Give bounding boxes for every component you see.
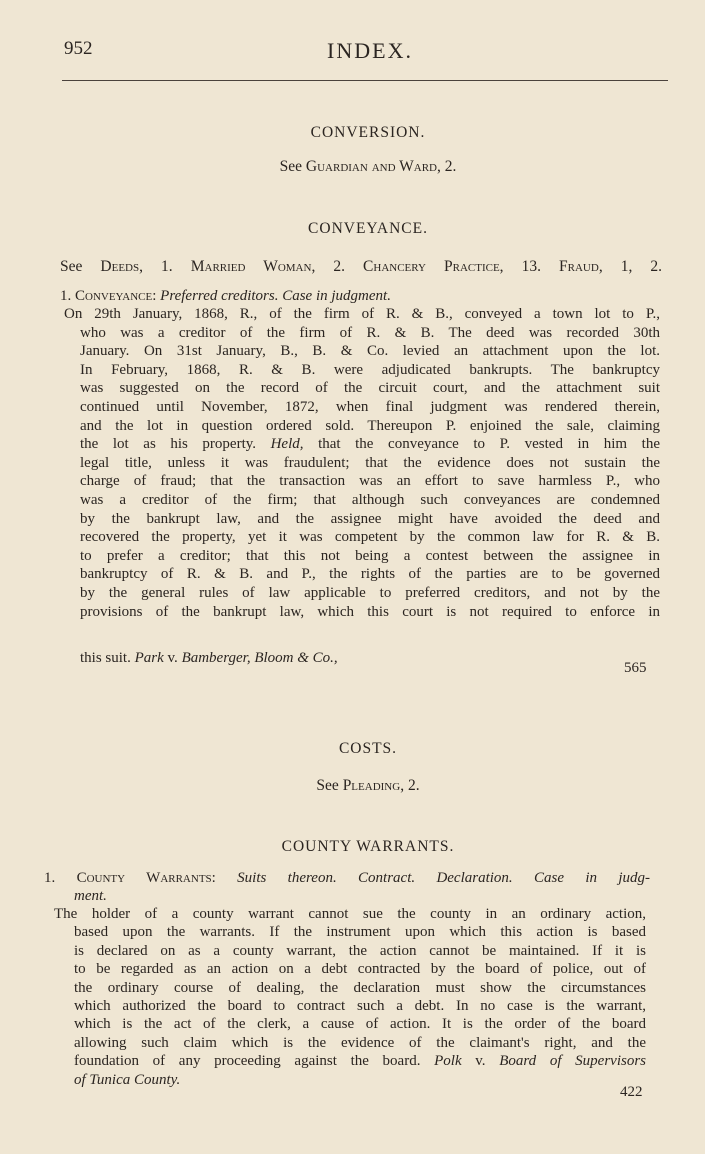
- small-caps-text: Fraud: [559, 258, 599, 275]
- italic-text: Park: [134, 650, 164, 666]
- text-line: [74, 980, 646, 997]
- italic-text: ment.: [74, 888, 107, 904]
- text-line: [80, 455, 660, 472]
- text-segment: recovered the property, yet it was competent by the common law for R. & B.: [80, 529, 660, 546]
- text-segment: is declared on as a county warrant, the action cannot be maintained. If it is: [74, 942, 646, 959]
- italic-text: Board of Supervisors: [499, 1053, 646, 1070]
- text-line: [80, 566, 660, 583]
- text-segment: See: [60, 258, 101, 275]
- text-line: [80, 436, 660, 453]
- text-segment: , 2.: [311, 258, 364, 275]
- text-line: [54, 906, 646, 923]
- italic-text: Suits thereon. Contract. Declaration. Case in judg-: [237, 870, 651, 886]
- text-line: [80, 548, 660, 565]
- text-segment: , 1.: [139, 258, 191, 275]
- text-segment: foundation of any proceeding against the board.: [74, 1053, 435, 1070]
- text-line: [74, 1053, 646, 1070]
- page-reference: 565: [624, 660, 647, 676]
- text-line: [80, 380, 660, 397]
- text-line: [80, 604, 660, 621]
- text-line: [80, 418, 660, 435]
- text-line: [80, 492, 660, 509]
- text-segment: this suit.: [80, 650, 135, 666]
- text-line: [74, 1016, 646, 1033]
- text-line: [74, 1035, 646, 1052]
- see-reference-conversion: [0, 158, 705, 176]
- text-segment: was suggested on the record of the circuit court, and the attachment suit: [80, 380, 660, 397]
- text-segment: provisions of the bankrupt law, which this court is not required to enforce in: [80, 603, 660, 620]
- entry-citation-conveyance: [80, 650, 338, 667]
- text-segment: allowing such claim which is the evidence of the claimant's right, and the: [74, 1034, 646, 1051]
- text-segment: to be regarded as an action on a debt contracted by the board of police, out of: [74, 961, 646, 978]
- heading-conveyance: CONVEYANCE.: [308, 220, 428, 237]
- see-reference-costs: [0, 777, 705, 795]
- text-line: [80, 325, 660, 342]
- text-segment: v.: [163, 650, 182, 666]
- italic-text: Polk: [434, 1053, 462, 1070]
- text-segment: 1.: [44, 870, 77, 886]
- text-segment: v.: [461, 1053, 500, 1070]
- text-segment: , 13.: [499, 258, 560, 275]
- text-line: [80, 343, 660, 360]
- text-segment: and the lot in question ordered sold. Thereupon P. enjoined the sale, claiming: [80, 417, 660, 434]
- text-segment: :: [211, 870, 238, 886]
- text-segment: On 29th January, 1868, R., of the firm of R. & B., conveyed a town lot to P.,: [64, 306, 660, 322]
- text-segment: January. On 31st January, B., B. & Co. levied an attachment upon the lot.: [80, 343, 660, 360]
- entry-heading-conveyance: [60, 288, 391, 305]
- text-segment: bankruptcy of R. & B. and P., the rights of the parties are to be governed: [80, 566, 660, 583]
- text-line: [80, 511, 660, 528]
- italic-text: Held,: [270, 436, 304, 453]
- text-segment: that the conveyance to P. vested in him the: [303, 436, 660, 453]
- page-reference: 422: [620, 1084, 643, 1100]
- text-segment: The holder of a county warrant cannot sue the county in an ordinary action,: [54, 906, 646, 922]
- text-segment: was a creditor of the firm; that although such conveyances are condemned: [80, 492, 660, 508]
- text-segment: , 2.: [400, 777, 420, 794]
- text-line: [74, 943, 646, 960]
- heading-costs: COSTS.: [338, 740, 398, 757]
- italic-text: Preferred creditors. Case in judgment.: [160, 288, 391, 304]
- heading-county-warrants: COUNTY WARRANTS.: [281, 838, 455, 855]
- text-line: [80, 585, 660, 602]
- text-segment: , 2.: [436, 158, 457, 175]
- text-segment: who was a creditor of the firm of R. & B. The deed was recorded 30th: [80, 324, 660, 341]
- text-segment: 1.: [60, 288, 75, 304]
- text-segment: to prefer a creditor; that this not being a contest between the assignee in: [80, 547, 660, 564]
- text-line: [80, 529, 660, 546]
- running-head: INDEX.: [327, 38, 413, 63]
- text-segment: See: [279, 158, 306, 175]
- text-line: [74, 924, 646, 941]
- text-line: [80, 473, 660, 490]
- italic-text: of Tunica County.: [74, 1072, 181, 1088]
- header-rule: [62, 80, 668, 81]
- text-line: [80, 399, 660, 416]
- small-caps-text: Conveyance: [75, 288, 153, 304]
- entry-heading-county-warrants: [44, 870, 650, 887]
- small-caps-text: Chancery Practice: [363, 258, 500, 275]
- text-segment: which authorized the board to contract such a debt. In no case is the warrant,: [74, 998, 646, 1014]
- text-segment: charge of fraud; that the transaction was an effort to save harmless P., who: [80, 473, 660, 490]
- see-reference-conveyance: [60, 258, 662, 276]
- text-segment: , 1, 2.: [598, 258, 663, 275]
- small-caps-text: Deeds: [100, 258, 140, 275]
- text-segment: continued until November, 1872, when final judgment was rendered therein,: [80, 399, 660, 415]
- text-line: [80, 362, 660, 379]
- text-line: [74, 961, 646, 978]
- text-segment: the ordinary course of dealing, the declaration must show the circumstances: [74, 979, 646, 996]
- small-caps-text: Pleading: [342, 777, 401, 794]
- text-segment: based upon the warrants. If the instrument upon which this action is based: [74, 924, 646, 941]
- text-segment: by the general rules of law applicable to preferred creditors, and not by the: [80, 585, 660, 601]
- entry-citation-county-warrants: [74, 1072, 180, 1089]
- text-segment: See: [316, 777, 343, 794]
- small-caps-text: Married Woman: [190, 258, 312, 275]
- text-line: [74, 998, 646, 1015]
- text-segment: :: [152, 288, 161, 304]
- text-segment: by the bankrupt law, and the assignee might have avoided the deed and: [80, 510, 660, 527]
- page-number: 952: [64, 38, 93, 59]
- heading-conversion: CONVERSION.: [310, 124, 426, 141]
- text-segment: In February, 1868, R. & B. were adjudicated bankrupts. The bankruptcy: [80, 361, 660, 378]
- entry-heading-continuation: [74, 888, 107, 905]
- text-segment: legal title, unless it was fraudulent; that the evidence does not sustain the: [80, 454, 660, 471]
- small-caps-text: Guardian and Ward: [305, 158, 437, 175]
- text-segment: which is the act of the clerk, a cause of action. It is the order of the board: [74, 1016, 646, 1033]
- small-caps-text: County Warrants: [76, 870, 212, 886]
- text-segment: the lot as his property.: [80, 436, 271, 453]
- italic-text: Bamberger, Bloom & Co.,: [181, 650, 338, 666]
- text-line: [64, 306, 660, 323]
